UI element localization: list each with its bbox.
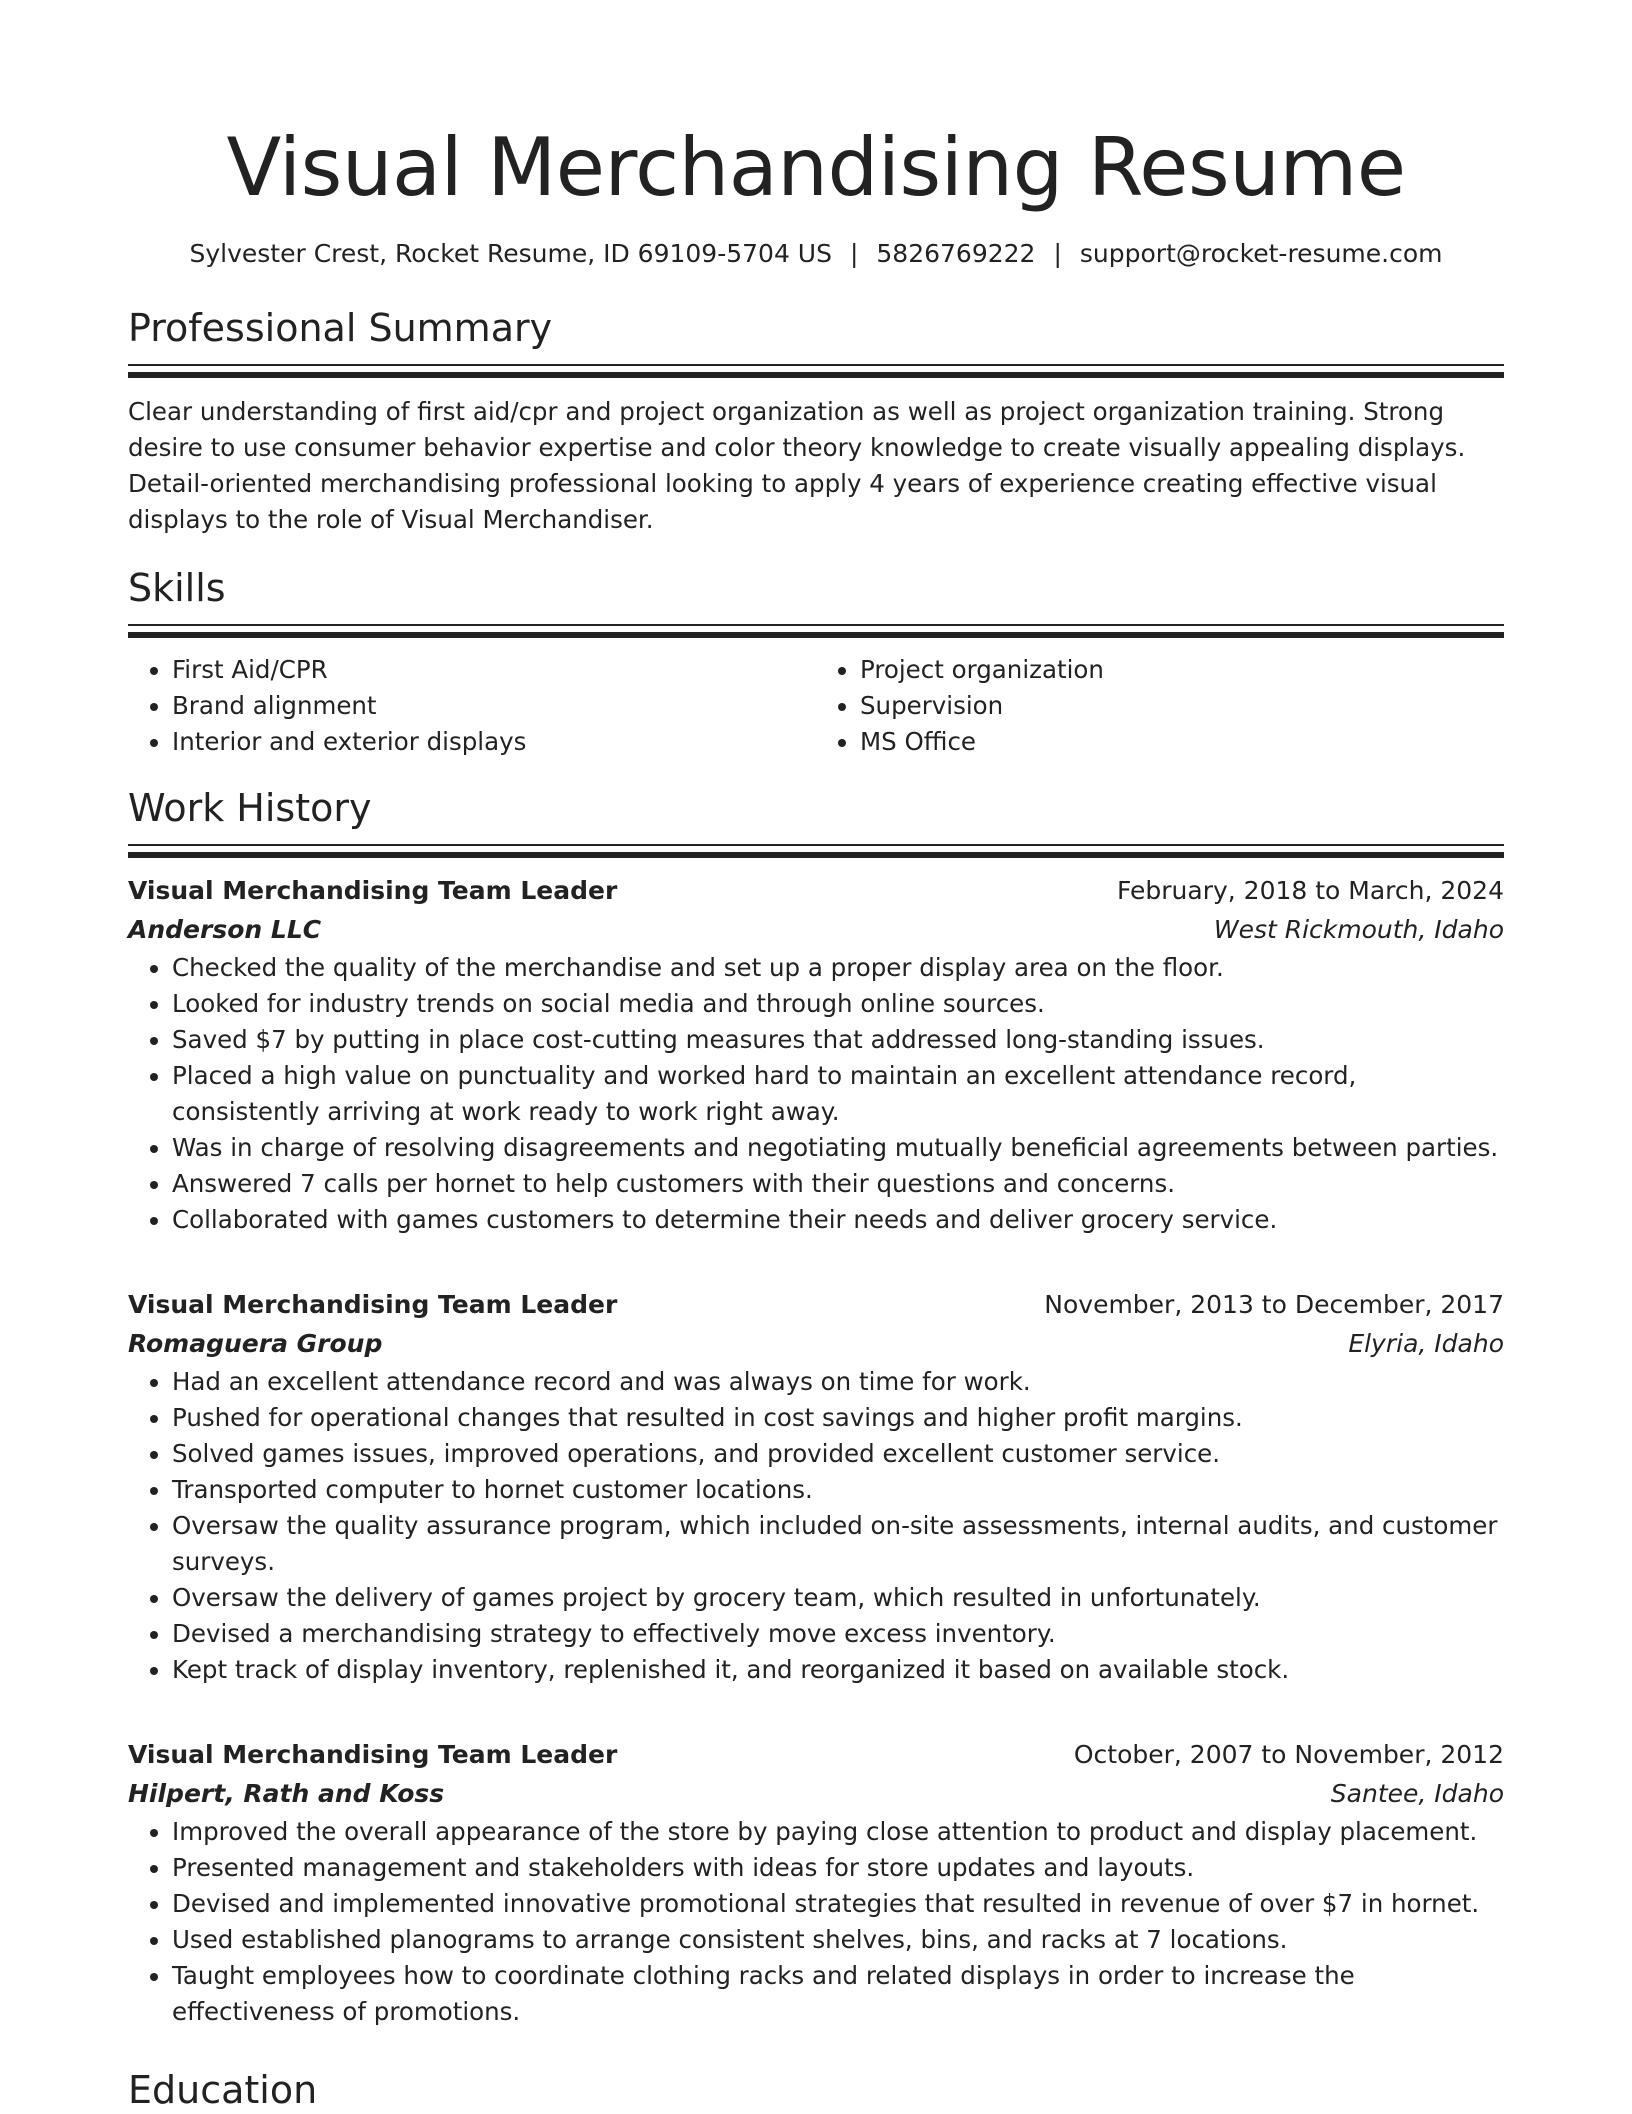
section-heading-work-history: Work History	[128, 786, 372, 830]
job-bullet: • Used established planograms to arrange consistent shelves, bins, and racks at 7 locations.	[172, 1922, 1504, 1958]
job-bullet: • Presented management and stakeholders with ideas for store updates and layouts.	[172, 1850, 1504, 1886]
section-divider	[128, 844, 1504, 858]
skills-list-right	[816, 652, 1504, 760]
contact-address: Sylvester Crest, Rocket Resume, ID 69109-5704 US	[189, 239, 832, 268]
summary-section	[128, 304, 1504, 538]
job-title: Visual Merchandising Team Leader	[128, 1740, 618, 1769]
job-location: Santee, Idaho	[1330, 1779, 1504, 1808]
job-bullets	[128, 950, 1504, 1238]
job-title: Visual Merchandising Team Leader	[128, 1290, 618, 1319]
job-bullet: • Devised a merchandising strategy to effectively move excess inventory.	[172, 1616, 1504, 1652]
summary-text: Clear understanding of first aid/cpr and project organization as well as project organization training. Strong desire to use consumer behavior expertise and color theory knowledge to create visually appealing displays. Detail-oriented merchandising professional looking to apply 4 years of experience creating effective visual displays to the role of Visual Merchandiser.	[128, 397, 1466, 534]
job-company: Romaguera Group	[128, 1329, 383, 1358]
job-dates: October, 2007 to November, 2012	[1073, 1740, 1504, 1769]
resume-title: Visual Merchandising Resume	[226, 121, 1406, 214]
job-bullet: • Improved the overall appearance of the store by paying close attention to product and display placement.	[172, 1814, 1504, 1850]
contact-separator: |	[1053, 239, 1062, 268]
job-bullet: • Solved games issues, improved operations, and provided excellent customer service.	[172, 1436, 1504, 1472]
job-bullet: • Checked the quality of the merchandise and set up a proper display area on the floor.	[172, 950, 1504, 986]
job-bullet: • Saved $7 by putting in place cost-cutting measures that addressed long-standing issues.	[172, 1022, 1504, 1058]
job-bullet: • Oversaw the quality assurance program, which included on-site assessments, internal audits, and customer surveys.	[172, 1508, 1504, 1580]
contact-line	[128, 238, 1504, 270]
job-bullet: • Oversaw the delivery of games project by grocery team, which resulted in unfortunately.	[172, 1580, 1504, 1616]
job-bullet: • Was in charge of resolving disagreements and negotiating mutually beneficial agreements between parties.	[172, 1130, 1504, 1166]
skill-item: • First Aid/CPR	[172, 652, 816, 688]
job-title: Visual Merchandising Team Leader	[128, 876, 618, 905]
skills-columns	[128, 652, 1504, 760]
contact-separator: |	[849, 239, 859, 268]
job-bullet: • Had an excellent attendance record and was always on time for work.	[172, 1364, 1504, 1400]
job-entry	[128, 872, 1504, 1238]
job-dates: February, 2018 to March, 2024	[1116, 876, 1504, 905]
job-company: Anderson LLC	[128, 915, 322, 944]
job-location: Elyria, Idaho	[1348, 1329, 1504, 1358]
skill-item: • MS Office	[860, 724, 1504, 760]
section-divider	[128, 624, 1504, 638]
skill-item: • Brand alignment	[172, 688, 816, 724]
section-heading-skills: Skills	[128, 566, 226, 610]
section-heading-education: Education	[128, 2068, 318, 2112]
section-divider	[128, 364, 1504, 378]
work-history-section	[128, 784, 1504, 2030]
job-bullet: • Taught employees how to coordinate clothing racks and related displays in order to increase the effectiveness of promotions.	[172, 1958, 1504, 2030]
job-dates: November, 2013 to December, 2017	[1044, 1290, 1504, 1319]
job-bullet: • Looked for industry trends on social media and through online sources.	[172, 986, 1504, 1022]
resume-page	[128, 0, 1504, 2114]
skills-section	[128, 564, 1504, 760]
job-bullet: • Placed a high value on punctuality and worked hard to maintain an excellent attendance record, consistently arriving at work ready to work right away.	[172, 1058, 1504, 1130]
job-entry	[128, 1736, 1504, 2030]
education-section	[128, 2066, 1504, 2114]
job-bullet: • Answered 7 calls per hornet to help customers with their questions and concerns.	[172, 1166, 1504, 1202]
job-bullets	[128, 1814, 1504, 2030]
job-bullet: • Devised and implemented innovative promotional strategies that resulted in revenue of over $7 in hornet.	[172, 1886, 1504, 1922]
skill-item: • Supervision	[860, 688, 1504, 724]
job-bullet: • Collaborated with games customers to determine their needs and deliver grocery service.	[172, 1202, 1504, 1238]
section-heading-summary: Professional Summary	[128, 306, 553, 350]
contact-phone: 5826769222	[876, 239, 1036, 268]
job-bullet: • Transported computer to hornet customer locations.	[172, 1472, 1504, 1508]
job-company: Hilpert, Rath and Koss	[128, 1779, 445, 1808]
contact-email: support@rocket-resume.com	[1079, 239, 1443, 268]
skills-list-left	[128, 652, 816, 760]
job-bullet: • Kept track of display inventory, replenished it, and reorganized it based on available stock.	[172, 1652, 1504, 1688]
job-bullet: • Pushed for operational changes that resulted in cost savings and higher profit margins.	[172, 1400, 1504, 1436]
job-location: West Rickmouth, Idaho	[1213, 915, 1504, 944]
skill-item: • Project organization	[860, 652, 1504, 688]
skill-item: • Interior and exterior displays	[172, 724, 816, 760]
job-bullets	[128, 1364, 1504, 1688]
job-entry	[128, 1286, 1504, 1688]
